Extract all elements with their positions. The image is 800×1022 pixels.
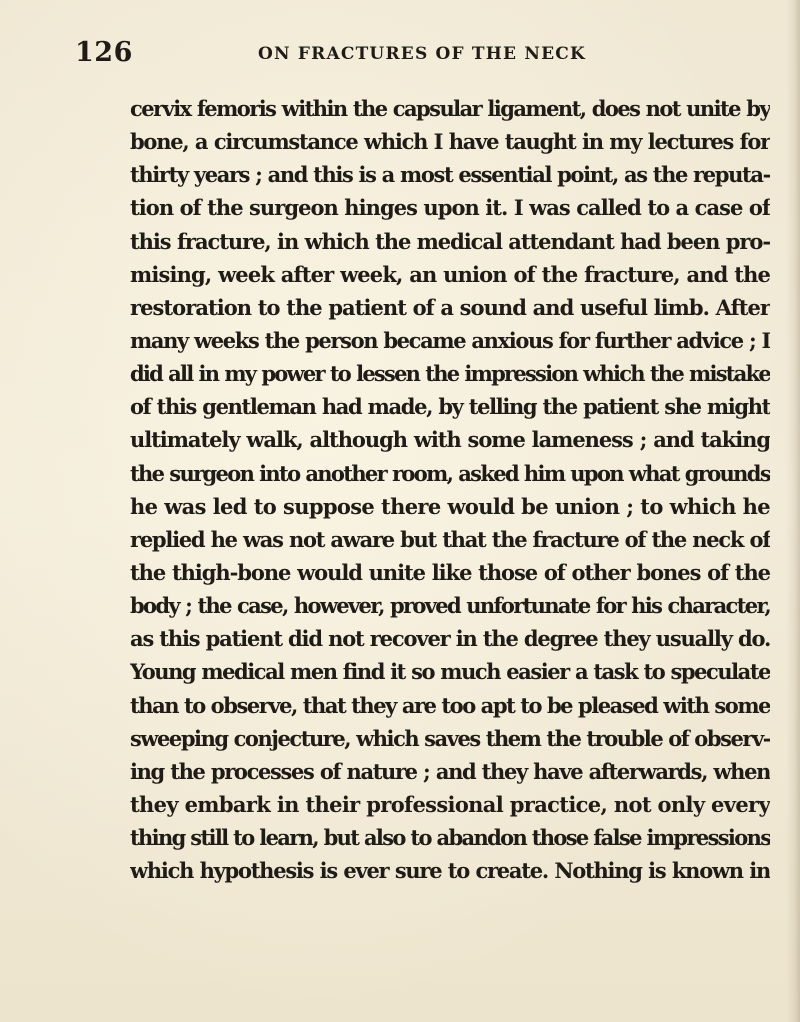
text-line: ultimately walk, although with some lameness ; and taking xyxy=(130,427,770,453)
text-line: body ; the case, however, proved unfortunate for his character, xyxy=(130,593,770,619)
running-head xyxy=(0,38,800,68)
text-line: the surgeon into another room, asked him upon what grounds xyxy=(130,460,770,486)
text-line: of this gentleman had made, by telling the patient she might xyxy=(130,394,770,420)
text-line: he was led to suppose there would be union ; to which he xyxy=(130,493,770,519)
page-edge-shadow xyxy=(786,0,800,1022)
text-line: this fracture, in which the medical attendant had been pro- xyxy=(130,228,770,254)
text-line: cervix femoris within the capsular ligament, does not unite by xyxy=(130,96,770,121)
text-line: sweeping conjecture, which saves them the trouble of observ- xyxy=(130,725,770,751)
text-line: ing the processes of nature ; and they have afterwards, when xyxy=(130,758,770,784)
text-line: mising, week after week, an union of the fracture, and the xyxy=(130,261,770,287)
text-line: the thigh-bone would unite like those of other bones of the xyxy=(130,559,770,585)
text-line: Young medical men find it so much easier a task to speculate xyxy=(130,659,770,685)
text-line: thing still to learn, but also to abandon those false impressions xyxy=(130,825,770,851)
text-line: than to observe, that they are too apt to be pleased with some xyxy=(130,692,770,718)
page-number: 126 xyxy=(75,37,133,68)
text-line: replied he was not aware but that the fracture of the neck of xyxy=(130,526,770,552)
text-line: restoration to the patient of a sound and useful limb. After xyxy=(130,294,770,320)
text-line: as this patient did not recover in the degree they usually do. xyxy=(130,626,770,652)
text-line: they embark in their professional practice, not only every xyxy=(130,791,770,817)
text-line: tion of the surgeon hinges upon it. I was called to a case of xyxy=(130,195,770,221)
text-line: which hypothesis is ever sure to create. Nothing is known in xyxy=(130,858,770,884)
text-line: did all in my power to lessen the impression which the mistake xyxy=(130,361,770,387)
running-title: ON FRACTURES OF THE NECK xyxy=(258,44,586,64)
text-line: many weeks the person became anxious for further advice ; I xyxy=(130,327,770,353)
text-line: bone, a circumstance which I have taught in my lectures for xyxy=(130,129,770,155)
body-text xyxy=(130,92,770,887)
text-line: thirty years ; and this is a most essential point, as the reputa- xyxy=(130,162,770,188)
